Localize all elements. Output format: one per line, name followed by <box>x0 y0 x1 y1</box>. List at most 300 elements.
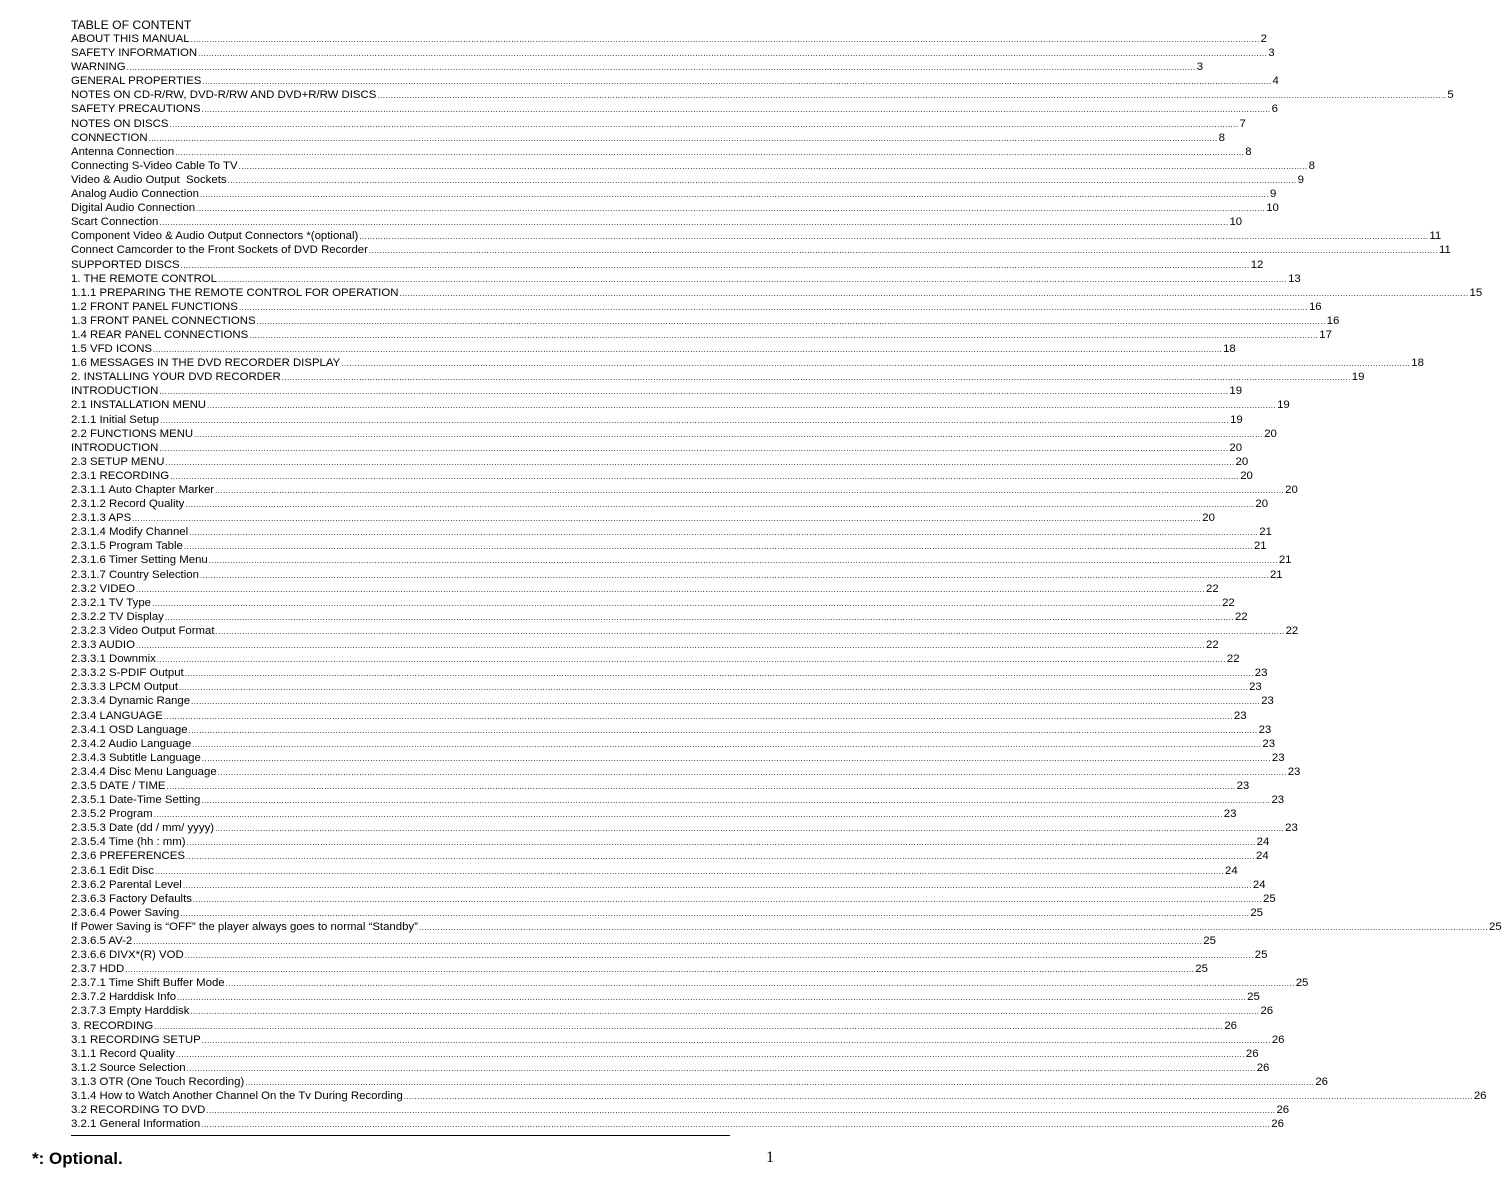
toc-entry-title: 2.3.3 AUDIO <box>71 639 135 652</box>
toc-entry-page: 21 <box>1259 526 1272 539</box>
toc-entry-page: 10 <box>1266 202 1279 215</box>
dot-leader: ................................................................................................................................................................................................................................................................................................................................................................................................................ <box>160 415 1230 425</box>
toc-entry[interactable] <box>71 1033 1285 1047</box>
toc-entry-page: 11 <box>1429 230 1442 243</box>
toc-entry-page: 20 <box>1285 484 1298 496</box>
dot-leader: ................................................................................................................................................................................................................................................................................................................................................................................................................ <box>180 260 1250 270</box>
dot-leader: ................................................................................................................................................................................................................................................................................................................................................................................................................ <box>202 77 1272 87</box>
toc-entry[interactable] <box>71 864 1238 878</box>
toc-entry[interactable] <box>71 779 1250 793</box>
dot-leader: ................................................................................................................................................................................................................................................................................................................................................................................................................ <box>217 767 1287 777</box>
dot-leader: ................................................................................................................................................................................................................................................................................................................................................................................................................ <box>152 598 1222 608</box>
toc-entry-title: 2.3.6.4 Power Saving <box>71 906 180 919</box>
toc-title: TABLE OF CONTENT <box>71 18 192 32</box>
toc-entry-title: 2.3.2.2 TV Display <box>71 610 164 623</box>
dot-leader: ................................................................................................................................................................................................................................................................................................................................................................................................................ <box>368 246 1438 256</box>
dot-leader: ................................................................................................................................................................................................................................................................................................................................................................................................................ <box>169 119 1239 129</box>
toc-entry-title: 2.3.6.3 Factory Defaults <box>71 892 192 905</box>
toc-entry-title: SAFETY INFORMATION <box>71 47 198 60</box>
dot-leader: ................................................................................................................................................................................................................................................................................................................................................................................................................ <box>153 810 1223 820</box>
toc-entry-page: 22 <box>1206 639 1219 652</box>
toc-entry-title: Digital Audio Connection <box>71 202 196 215</box>
toc-entry-title: 2.3.1.6 Timer Setting Menu <box>71 554 208 567</box>
toc-entry-page: 26 <box>1245 1047 1259 1060</box>
dot-leader: ................................................................................................................................................................................................................................................................................................................................................................................................................ <box>227 175 1297 185</box>
dot-leader: ................................................................................................................................................................................................................................................................................................................................................................................................................ <box>191 697 1261 707</box>
toc-entry-page: 21 <box>1278 554 1292 567</box>
toc-entry[interactable] <box>71 455 1249 469</box>
dot-leader: ................................................................................................................................................................................................................................................................................................................................................................................................................ <box>185 852 1256 862</box>
dot-leader: ................................................................................................................................................................................................................................................................................................................................................................................................................ <box>154 866 1225 876</box>
toc-entry[interactable] <box>71 272 1301 286</box>
toc-entry-page: 26 <box>1256 1061 1270 1074</box>
toc-entry-page: 23 <box>1258 723 1272 736</box>
dot-leader: ................................................................................................................................................................................................................................................................................................................................................................................................................ <box>192 739 1262 749</box>
dot-leader: ................................................................................................................................................................................................................................................................................................................................................................................................................ <box>185 500 1255 510</box>
toc-entry-page: 5 <box>1447 89 1454 102</box>
toc-entry[interactable] <box>71 976 1309 990</box>
dot-leader: ................................................................................................................................................................................................................................................................................................................................................................................................................ <box>135 584 1206 594</box>
toc-entry[interactable] <box>71 131 1225 145</box>
toc-entry-page: 8 <box>1245 145 1252 158</box>
toc-entry[interactable] <box>71 849 1269 863</box>
toc-entry[interactable] <box>71 666 1268 680</box>
toc-entry-title: Component Video & Audio Output Connectors *(optional) <box>71 230 359 243</box>
dot-leader: ................................................................................................................................................................................................................................................................................................................................................................................................................ <box>159 387 1229 397</box>
toc-entry-page: 2 <box>1260 33 1267 45</box>
toc-entry-page: 23 <box>1285 822 1298 835</box>
page-number: 1 <box>766 1149 774 1166</box>
toc-entry-page: 11 <box>1438 244 1451 257</box>
toc-entry[interactable] <box>71 60 1204 74</box>
toc-entry-title: Connecting S-Video Cable To TV <box>71 159 238 172</box>
toc-entry-title: GENERAL PROPERTIES <box>71 75 202 88</box>
toc-entry[interactable] <box>71 624 1299 638</box>
toc-entry-page: 16 <box>1326 314 1340 327</box>
dot-leader: ................................................................................................................................................................................................................................................................................................................................................................................................................ <box>403 1092 1473 1102</box>
dot-leader: ................................................................................................................................................................................................................................................................................................................................................................................................................ <box>177 993 1247 1003</box>
toc-entry[interactable] <box>71 187 1277 201</box>
toc-entry[interactable] <box>71 962 1208 976</box>
toc-entry-page: 23 <box>1287 765 1301 778</box>
toc-entry-title: 2.3.1.3 APS <box>71 512 132 525</box>
toc-entry[interactable] <box>71 1075 1328 1089</box>
toc-entry-page: 25 <box>1488 920 1502 933</box>
toc-entry[interactable] <box>71 892 1276 906</box>
dot-leader: ................................................................................................................................................................................................................................................................................................................................................................................................................ <box>281 373 1351 383</box>
toc-entry-title: 1.4 REAR PANEL CONNECTIONS <box>71 328 249 341</box>
toc-entry-title: 2.2 FUNCTIONS MENU <box>71 427 194 440</box>
dot-leader: ................................................................................................................................................................................................................................................................................................................................................................................................................ <box>165 457 1235 467</box>
dot-leader: ................................................................................................................................................................................................................................................................................................................................................................................................................ <box>183 542 1253 552</box>
toc-entry-title: 2.3.7 HDD <box>71 963 125 976</box>
toc-entry[interactable] <box>71 159 1315 173</box>
toc-entry[interactable] <box>71 469 1253 483</box>
toc-entry-title: 3.2.1 General Information <box>71 1118 201 1131</box>
toc-entry-title: WARNING <box>71 61 126 74</box>
dot-leader: ................................................................................................................................................................................................................................................................................................................................................................................................................ <box>186 1063 1256 1073</box>
dot-leader: ................................................................................................................................................................................................................................................................................................................................................................................................................ <box>159 218 1229 228</box>
toc-entry[interactable] <box>71 821 1298 835</box>
toc-entry-title: 3.2 RECORDING TO DVD <box>71 1104 206 1117</box>
toc-entry[interactable] <box>71 356 1424 370</box>
dot-leader: ................................................................................................................................................................................................................................................................................................................................................................................................................ <box>199 190 1269 200</box>
toc-entry-page: 26 <box>1271 1033 1285 1046</box>
toc-entry-page: 23 <box>1233 709 1247 722</box>
toc-entry[interactable] <box>71 497 1269 511</box>
toc-entry-title: 2.3.5.4 Time (hh : mm) <box>71 836 186 849</box>
toc-entry-page: 24 <box>1252 878 1266 891</box>
toc-entry-title: 2.3.3.4 Dynamic Range <box>71 695 191 708</box>
toc-entry-title: 2.3.4.1 OSD Language <box>71 723 188 736</box>
toc-entry-title: 2.3.1.5 Program Table <box>71 540 183 553</box>
dot-leader: ................................................................................................................................................................................................................................................................................................................................................................................................................ <box>359 232 1429 242</box>
toc-entry[interactable] <box>71 88 1454 102</box>
toc-entry-title: 2.3.5 DATE / TIME <box>71 779 166 792</box>
toc-entry-title: 2.3.6.2 Parental Level <box>71 878 182 891</box>
toc-entry-title: If Power Saving is “OFF” the player always goes to normal “Standby” <box>71 920 418 933</box>
dot-leader: ................................................................................................................................................................................................................................................................................................................................................................................................................ <box>164 612 1234 622</box>
toc-entry-page: 25 <box>1195 963 1208 976</box>
toc-entry-title: 3.1.1 Record Quality <box>71 1047 175 1060</box>
dot-leader: ................................................................................................................................................................................................................................................................................................................................................................................................................ <box>163 711 1233 721</box>
toc-entry-title: 2.3.4.2 Audio Language <box>71 737 192 750</box>
toc-entry-page: 20 <box>1255 498 1269 511</box>
toc-entry[interactable] <box>71 370 1365 384</box>
toc-entry-title: INTRODUCTION <box>71 441 159 454</box>
dot-leader: ................................................................................................................................................................................................................................................................................................................................................................................................................ <box>190 1007 1260 1017</box>
toc-entry-page: 22 <box>1226 653 1240 666</box>
dot-leader: ................................................................................................................................................................................................................................................................................................................................................................................................................ <box>198 49 1268 59</box>
toc-entry-page: 3 <box>1196 61 1204 74</box>
toc-entry-page: 17 <box>1319 328 1332 341</box>
toc-entry[interactable] <box>71 723 1272 737</box>
toc-entry-title: 2.3.2.1 TV Type <box>71 596 152 609</box>
footer-divider <box>71 1135 730 1136</box>
toc-entry-page: 26 <box>1315 1075 1328 1088</box>
toc-entry[interactable] <box>71 948 1268 962</box>
toc-entry-page: 23 <box>1236 779 1250 792</box>
toc-entry-page: 25 <box>1250 906 1264 919</box>
toc-entry-page: 8 <box>1308 159 1315 172</box>
toc-entry-page: 23 <box>1271 794 1285 807</box>
toc-entry-title: 2.3.2.3 Video Output Format <box>71 624 215 637</box>
toc-entry[interactable] <box>71 258 1264 272</box>
dot-leader: ................................................................................................................................................................................................................................................................................................................................................................................................................ <box>201 105 1271 115</box>
dot-leader: ................................................................................................................................................................................................................................................................................................................................................................................................................ <box>184 669 1254 679</box>
toc-entry[interactable] <box>71 652 1240 666</box>
toc-entry[interactable] <box>71 398 1290 412</box>
toc-entry[interactable] <box>71 1019 1238 1033</box>
toc-entry[interactable] <box>71 300 1322 314</box>
toc-entry-page: 18 <box>1411 357 1424 370</box>
toc-entry-page: 25 <box>1263 892 1276 905</box>
dot-leader: ................................................................................................................................................................................................................................................................................................................................................................................................................ <box>148 133 1218 143</box>
toc-entry-title: 2.1.1 Initial Setup <box>71 413 160 426</box>
toc-entry[interactable] <box>71 413 1243 427</box>
dot-leader: ................................................................................................................................................................................................................................................................................................................................................................................................................ <box>154 1021 1224 1031</box>
toc-entry[interactable] <box>71 201 1279 215</box>
toc-entry-page: 22 <box>1234 610 1248 623</box>
dot-leader: ................................................................................................................................................................................................................................................................................................................................................................................................................ <box>207 401 1277 411</box>
toc-entry-title: 1.5 VFD ICONS <box>71 343 153 356</box>
toc-entry[interactable] <box>71 427 1277 441</box>
dot-leader: ................................................................................................................................................................................................................................................................................................................................................................................................................ <box>184 951 1254 961</box>
toc-entry-page: 22 <box>1206 582 1219 595</box>
toc-entry-page: 21 <box>1269 568 1283 581</box>
toc-entry[interactable] <box>71 582 1219 596</box>
toc-entry[interactable] <box>71 173 1304 187</box>
dot-leader: ................................................................................................................................................................................................................................................................................................................................................................................................................ <box>179 683 1249 693</box>
toc-entry[interactable] <box>71 384 1243 398</box>
toc-entry-page: 25 <box>1254 949 1268 962</box>
toc-entry-title: 2.3.1.1 Auto Chapter Marker <box>71 484 215 496</box>
toc-entry-page: 10 <box>1229 216 1243 229</box>
toc-entry-page: 18 <box>1223 343 1236 356</box>
dot-leader: ................................................................................................................................................................................................................................................................................................................................................................................................................ <box>175 147 1245 157</box>
toc-entry[interactable] <box>71 1061 1270 1075</box>
toc-entry-title: NOTES ON CD-R/RW, DVD-R/RW AND DVD+R/RW DISCS <box>71 89 377 102</box>
toc-entry[interactable] <box>71 793 1285 807</box>
toc-entry[interactable] <box>71 286 1483 300</box>
toc-entry-page: 19 <box>1230 413 1243 426</box>
dot-leader: ................................................................................................................................................................................................................................................................................................................................................................................................................ <box>399 288 1469 298</box>
toc-entry-page: 26 <box>1260 1005 1274 1018</box>
toc-entry[interactable] <box>71 596 1235 610</box>
toc-entry-page: 23 <box>1249 681 1262 694</box>
toc-entry-page: 23 <box>1261 695 1274 708</box>
toc-entry-title: Analog Audio Connection <box>71 188 199 201</box>
dot-leader: ................................................................................................................................................................................................................................................................................................................................................................................................................ <box>159 443 1229 453</box>
toc-entry-page: 19 <box>1229 385 1243 398</box>
dot-leader: ................................................................................................................................................................................................................................................................................................................................................................................................................ <box>208 556 1278 566</box>
toc-entry-title: 2.3.5.3 Date (dd / mm/ yyyy) <box>71 822 215 835</box>
toc-entry-page: 25 <box>1247 991 1260 1004</box>
dot-leader: ................................................................................................................................................................................................................................................................................................................................................................................................................ <box>215 486 1285 495</box>
dot-leader: ................................................................................................................................................................................................................................................................................................................................................................................................................ <box>186 838 1256 848</box>
toc-entry-page: 19 <box>1277 399 1290 412</box>
toc-list <box>71 32 1502 1131</box>
dot-leader: ................................................................................................................................................................................................................................................................................................................................................................................................................ <box>249 330 1319 340</box>
toc-entry[interactable] <box>71 1117 1284 1131</box>
toc-entry-page: 3 <box>1268 47 1275 60</box>
toc-entry-page: 6 <box>1271 103 1278 116</box>
toc-entry-title: SUPPORTED DISCS <box>71 258 180 271</box>
toc-entry-title: NOTES ON DISCS <box>71 117 169 130</box>
toc-entry[interactable] <box>71 215 1243 229</box>
toc-entry-page: 20 <box>1240 469 1253 482</box>
dot-leader: ................................................................................................................................................................................................................................................................................................................................................................................................................ <box>125 965 1195 975</box>
toc-entry[interactable] <box>71 807 1237 821</box>
toc-entry-title: 2.3.1 RECORDING <box>71 469 170 482</box>
toc-entry-title: 2.3.1.2 Record Quality <box>71 498 185 511</box>
toc-entry-title: 2.3.7.2 Harddisk Info <box>71 991 177 1004</box>
toc-entry[interactable] <box>71 1004 1274 1018</box>
toc-entry-page: 8 <box>1218 131 1225 144</box>
dot-leader: ................................................................................................................................................................................................................................................................................................................................................................................................................ <box>170 471 1240 481</box>
toc-entry[interactable] <box>71 920 1502 934</box>
toc-entry-title: 2.3.4.4 Disc Menu Language <box>71 765 217 778</box>
toc-entry-page: 22 <box>1222 596 1235 609</box>
toc-entry-page: 24 <box>1225 864 1238 877</box>
dot-leader: ................................................................................................................................................................................................................................................................................................................................................................................................................ <box>238 161 1308 171</box>
dot-leader: ................................................................................................................................................................................................................................................................................................................................................................................................................ <box>153 345 1223 355</box>
toc-entry-page: 9 <box>1297 173 1304 186</box>
dot-leader: ................................................................................................................................................................................................................................................................................................................................................................................................................ <box>188 725 1258 735</box>
toc-entry[interactable] <box>71 906 1264 920</box>
toc-entry-page: 4 <box>1272 75 1279 88</box>
toc-entry-title: 2.3.1.4 Modify Channel <box>71 526 189 539</box>
toc-entry-title: 2.3.5.2 Program <box>71 808 153 821</box>
toc-entry[interactable] <box>71 483 1298 497</box>
toc-entry[interactable] <box>71 145 1252 159</box>
toc-entry-page: 22 <box>1285 624 1299 637</box>
toc-entry-title: 1.2 FRONT PANEL FUNCTIONS <box>71 300 238 313</box>
toc-entry-title: 2.3.6.1 Edit Disc <box>71 864 154 877</box>
toc-entry[interactable] <box>71 74 1279 88</box>
toc-entry[interactable] <box>71 878 1266 892</box>
toc-entry-title: 2.3.7.1 Time Shift Buffer Mode <box>71 977 225 990</box>
toc-entry-page: 20 <box>1229 441 1243 454</box>
toc-entry-title: 3.1.2 Source Selection <box>71 1061 186 1074</box>
toc-entry-page: 20 <box>1235 455 1249 468</box>
toc-entry[interactable] <box>71 229 1442 243</box>
toc-entry[interactable] <box>71 117 1246 131</box>
dot-leader: ................................................................................................................................................................................................................................................................................................................................................................................................................ <box>206 1106 1276 1116</box>
toc-entry-title: 1.6 MESSAGES IN THE DVD RECORDER DISPLAY <box>71 357 341 370</box>
toc-entry-page: 19 <box>1351 371 1365 384</box>
toc-entry-page: 23 <box>1254 667 1268 680</box>
toc-entry-page: 21 <box>1253 540 1267 553</box>
toc-entry[interactable] <box>71 243 1451 257</box>
toc-entry-title: 2.3.4.3 Subtitle Language <box>71 751 201 764</box>
toc-entry-title: 2.3.1.7 Country Selection <box>71 568 199 581</box>
dot-leader: ................................................................................................................................................................................................................................................................................................................................................................................................................ <box>245 1077 1315 1087</box>
dot-leader: ................................................................................................................................................................................................................................................................................................................................................................................................................ <box>341 359 1411 369</box>
toc-entry-title: 2.3.3.3 LPCM Output <box>71 681 179 694</box>
dot-leader: ................................................................................................................................................................................................................................................................................................................................................................................................................ <box>215 824 1285 834</box>
dot-leader: ................................................................................................................................................................................................................................................................................................................................................................................................................ <box>201 1035 1271 1045</box>
dot-leader: ................................................................................................................................................................................................................................................................................................................................................................................................................ <box>201 1120 1271 1130</box>
toc-entry[interactable] <box>71 328 1332 342</box>
toc-entry-title: 2.3.6.5 AV-2 <box>71 935 133 947</box>
toc-entry[interactable] <box>71 441 1243 455</box>
dot-leader: ................................................................................................................................................................................................................................................................................................................................................................................................................ <box>225 979 1295 989</box>
toc-entry[interactable] <box>71 934 1216 948</box>
toc-entry[interactable] <box>71 694 1274 708</box>
toc-entry-title: CONNECTION <box>71 131 148 144</box>
toc-entry[interactable] <box>71 539 1267 553</box>
dot-leader: ................................................................................................................................................................................................................................................................................................................................................................................................................ <box>182 880 1252 890</box>
toc-entry[interactable] <box>71 638 1219 652</box>
toc-entry-page: 13 <box>1288 272 1301 285</box>
toc-entry-title: 2.3.3.1 Downmix <box>71 653 156 666</box>
toc-entry-title: Video & Audio Output Sockets <box>71 173 227 186</box>
dot-leader: ................................................................................................................................................................................................................................................................................................................................................................................................................ <box>166 781 1236 791</box>
dot-leader: ................................................................................................................................................................................................................................................................................................................................................................................................................ <box>196 204 1266 214</box>
toc-entry-title: INTRODUCTION <box>71 385 159 398</box>
toc-entry-title: 3.1.3 OTR (One Touch Recording) <box>71 1075 245 1088</box>
dot-leader: ................................................................................................................................................................................................................................................................................................................................................................................................................ <box>175 1049 1245 1059</box>
toc-entry-page: 23 <box>1223 808 1237 821</box>
toc-entry[interactable] <box>71 525 1272 539</box>
toc-entry-title: 3. RECORDING <box>71 1019 154 1032</box>
toc-entry[interactable] <box>71 314 1340 328</box>
toc-entry[interactable] <box>71 610 1248 624</box>
toc-entry-title: 2.3.3.2 S-PDIF Output <box>71 667 184 680</box>
toc-entry-page: 24 <box>1256 836 1270 849</box>
dot-leader: ................................................................................................................................................................................................................................................................................................................................................................................................................ <box>190 35 1260 44</box>
toc-entry[interactable] <box>71 737 1276 751</box>
dot-leader: ................................................................................................................................................................................................................................................................................................................................................................................................................ <box>135 641 1206 651</box>
dot-leader: ................................................................................................................................................................................................................................................................................................................................................................................................................ <box>156 655 1226 665</box>
toc-entry[interactable] <box>71 553 1292 567</box>
toc-entry-page: 26 <box>1473 1090 1487 1103</box>
toc-entry[interactable] <box>71 709 1247 723</box>
footnote: *: Optional. <box>32 1149 123 1168</box>
toc-entry[interactable] <box>71 32 1267 46</box>
toc-entry-title: 1. THE REMOTE CONTROL <box>71 272 217 285</box>
toc-entry-page: 9 <box>1270 188 1277 201</box>
toc-entry[interactable] <box>71 511 1215 525</box>
toc-entry[interactable] <box>71 1047 1259 1061</box>
toc-entry[interactable] <box>71 568 1283 582</box>
toc-entry-title: Scart Connection <box>71 216 159 229</box>
toc-entry-title: 2.3.5.1 Date-Time Setting <box>71 794 201 807</box>
toc-entry-page: 20 <box>1264 427 1277 440</box>
toc-entry-title: 2.1 INSTALLATION MENU <box>71 399 207 412</box>
toc-entry-title: 2.3.6 PREFERENCES <box>71 850 185 863</box>
toc-entry[interactable] <box>71 342 1236 356</box>
toc-entry-title: 2.3.6.6 DIVX*(R) VOD <box>71 949 184 962</box>
toc-entry-page: 12 <box>1250 258 1264 271</box>
toc-entry-title: 2. INSTALLING YOUR DVD RECORDER <box>71 371 281 384</box>
toc-entry-title: 2.3.4 LANGUAGE <box>71 709 163 722</box>
toc-entry-title: 2.3.2 VIDEO <box>71 582 135 595</box>
toc-entry-title: 3.1 RECORDING SETUP <box>71 1033 201 1046</box>
dot-leader: ................................................................................................................................................................................................................................................................................................................................................................................................................ <box>238 302 1308 312</box>
toc-entry-title: SAFETY PRECAUTIONS <box>71 103 201 116</box>
toc-entry-title: 2.3.7.3 Empty Harddisk <box>71 1005 190 1018</box>
toc-entry-title: 2.3 SETUP MENU <box>71 455 165 468</box>
dot-leader: ................................................................................................................................................................................................................................................................................................................................................................................................................ <box>418 922 1488 932</box>
dot-leader: ................................................................................................................................................................................................................................................................................................................................................................................................................ <box>126 63 1196 73</box>
toc-entry[interactable] <box>71 765 1301 779</box>
toc-entry-page: 23 <box>1262 737 1276 750</box>
toc-entry[interactable] <box>71 46 1275 60</box>
toc-entry-title: 1.3 FRONT PANEL CONNECTIONS <box>71 314 256 327</box>
toc-entry-title: ABOUT THIS MANUAL <box>71 33 190 45</box>
dot-leader: ................................................................................................................................................................................................................................................................................................................................................................................................................ <box>180 908 1250 918</box>
dot-leader: ................................................................................................................................................................................................................................................................................................................................................................................................................ <box>377 91 1447 101</box>
toc-entry[interactable] <box>71 835 1270 849</box>
toc-entry[interactable] <box>71 1103 1290 1117</box>
toc-entry[interactable] <box>71 990 1260 1004</box>
toc-entry[interactable] <box>71 751 1285 765</box>
toc-entry-page: 25 <box>1203 935 1216 947</box>
toc-entry[interactable] <box>71 1089 1487 1103</box>
toc-entry-page: 26 <box>1271 1118 1284 1131</box>
toc-entry[interactable] <box>71 102 1278 116</box>
dot-leader: ................................................................................................................................................................................................................................................................................................................................................................................................................ <box>133 937 1203 946</box>
toc-entry-page: 26 <box>1224 1019 1238 1032</box>
dot-leader: ................................................................................................................................................................................................................................................................................................................................................................................................................ <box>199 570 1269 580</box>
toc-entry-page: 25 <box>1295 977 1309 990</box>
toc-entry[interactable] <box>71 680 1262 694</box>
toc-entry-title: Connect Camcorder to the Front Sockets of DVD Recorder <box>71 244 368 257</box>
dot-leader: ................................................................................................................................................................................................................................................................................................................................................................................................................ <box>218 274 1288 284</box>
toc-entry-title: 3.1.4 How to Watch Another Channel On the Tv During Recording <box>71 1090 403 1103</box>
